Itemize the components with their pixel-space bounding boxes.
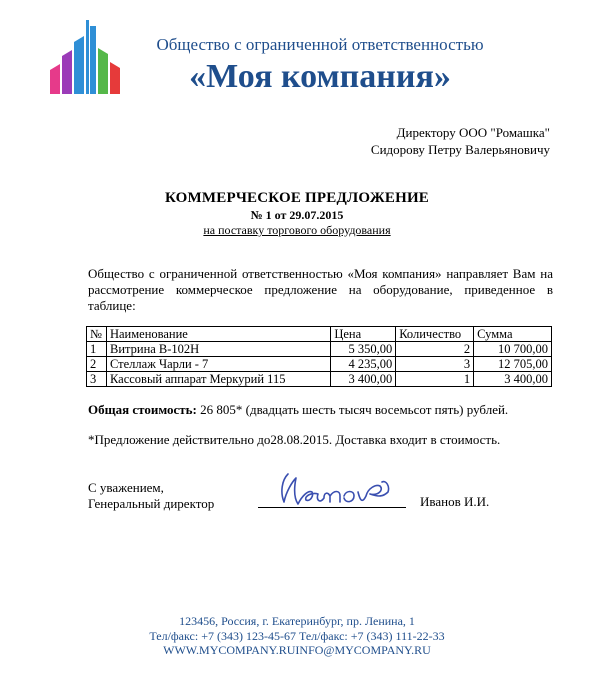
cell-quantity: 1 (396, 372, 474, 387)
addressee-line2: Сидорову Петру Валерьяновичу (370, 142, 550, 157)
addressee-line1: Директору ООО "Ромашка" (396, 125, 550, 140)
cell-sum: 3 400,00 (474, 372, 552, 387)
company-name: «Моя компания» (189, 58, 451, 95)
header-price: Цена (331, 327, 396, 342)
header-sum: Сумма (474, 327, 552, 342)
table-row (87, 372, 552, 387)
closing-regards: С уважением, (88, 480, 164, 495)
addressee-block (371, 124, 550, 158)
cell-price: 3 400,00 (331, 372, 396, 387)
table-row (87, 357, 552, 372)
company-type: Общество с ограниченной ответственностью (156, 35, 484, 54)
cell-price: 4 235,00 (331, 357, 396, 372)
validity-note: *Предложение действительно до28.08.2015. Доставка входит в стоимость. (88, 432, 501, 447)
cell-number: 3 (87, 372, 107, 387)
offer-table (86, 326, 552, 387)
footer-phones: Тел/факс: +7 (343) 123-45-67 Тел/факс: +7 (343) 111-22-33 (149, 628, 445, 643)
closing-position: Генеральный директор (88, 496, 215, 511)
footer-address: 123456, Россия, г. Екатеринбург, пр. Ленина, 1 (179, 614, 415, 628)
header-quantity: Количество (396, 327, 474, 342)
document-number: № 1 от 29.07.2015 (250, 208, 344, 222)
cell-price: 5 350,00 (331, 342, 396, 357)
company-logo (50, 18, 126, 94)
intro-paragraph: Общество с ограниченной ответственностью «Моя компания» направляет Вам на рассмотрение коммерческое предложение на оборудование, приведенное в таблице: (88, 266, 553, 313)
handwritten-signature (258, 462, 418, 512)
total-label: Общая стоимость: (88, 402, 197, 417)
total-cost (88, 402, 508, 418)
cell-sum: 12 705,00 (474, 357, 552, 372)
signer-name: Иванов И.И. (420, 494, 490, 509)
cell-sum: 10 700,00 (474, 342, 552, 357)
header-number: № (87, 327, 107, 342)
cell-number: 1 (87, 342, 107, 357)
table-header-row (87, 327, 552, 342)
document-subject: на поставку торгового оборудования (203, 223, 391, 237)
cell-number: 2 (87, 357, 107, 372)
closing-block (88, 480, 214, 512)
header-name: Наименование (106, 327, 330, 342)
footer-contacts (0, 614, 594, 658)
cell-quantity: 3 (396, 357, 474, 372)
table-row (87, 342, 552, 357)
cell-name: Кассовый аппарат Меркурий 115 (106, 372, 330, 387)
cell-name: Витрина В-102Н (106, 342, 330, 357)
footer-web: WWW.MYCOMPANY.RUINFO@MYCOMPANY.RU (163, 643, 431, 657)
total-value: 26 805* (двадцать шесть тысяч восемьсот пять) рублей. (196, 402, 509, 417)
cell-name: Стеллаж Чарли - 7 (106, 357, 330, 372)
signature-line (258, 507, 406, 508)
document-title: КОММЕРЧЕСКОЕ ПРЕДЛОЖЕНИЕ (164, 190, 430, 206)
cell-quantity: 2 (396, 342, 474, 357)
